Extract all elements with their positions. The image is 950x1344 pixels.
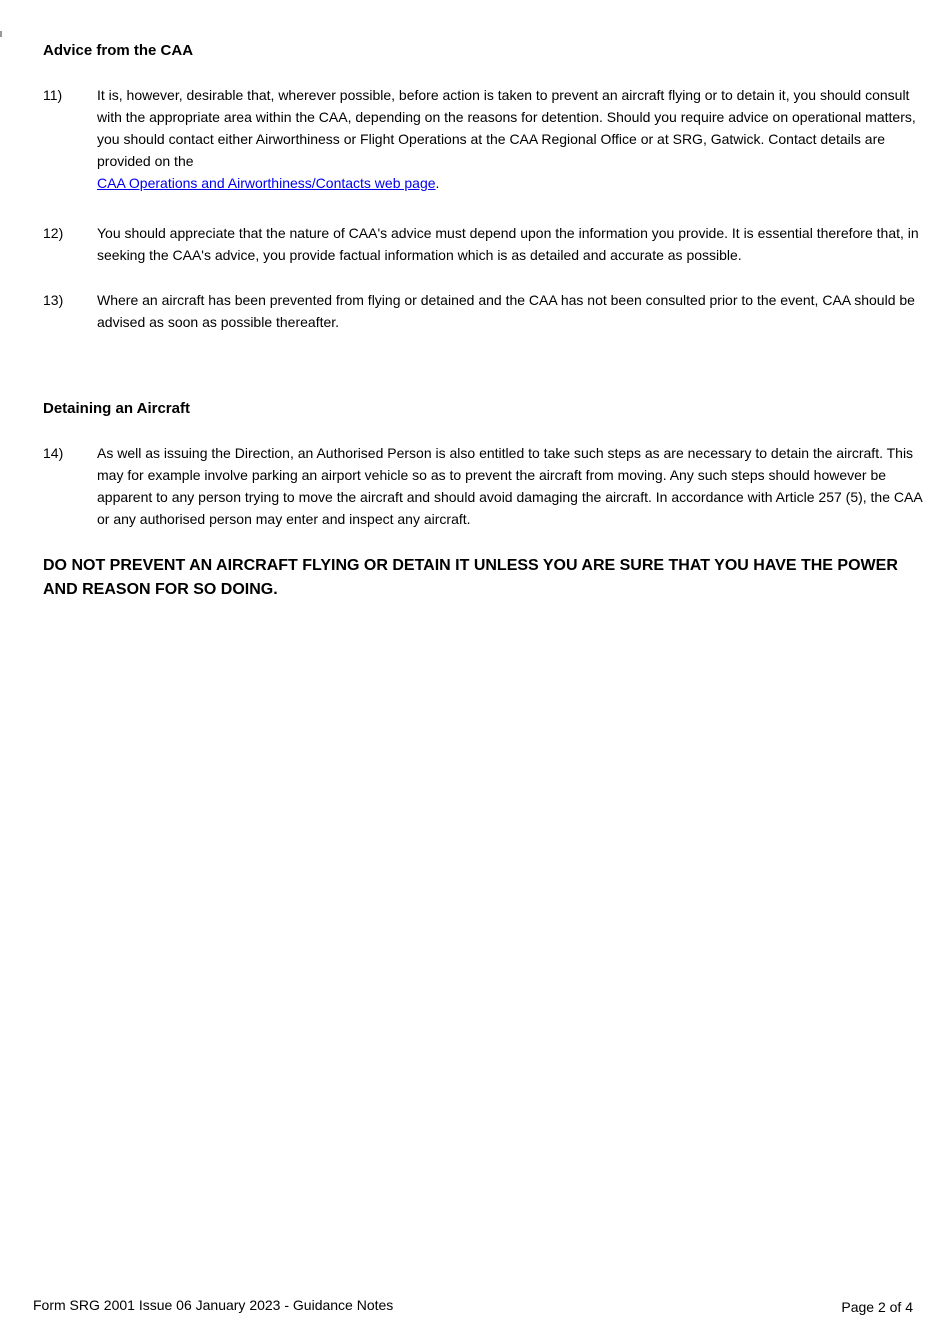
section-heading-advice: Advice from the CAA [43,42,194,59]
paragraph-text: Where an aircraft has been prevented from flying or detained and the CAA has not been consulted prior to the event, CAA should be advised as soon as possible thereafter. [97,292,915,330]
paragraph-text: As well as issuing the Direction, an Authorised Person is also entitled to take such steps as are necessary to detain the aircraft. This may for example involve parking an airport vehicle so as to prevent the aircraft from moving. Any such steps should however be apparent to any person trying to move the aircraft and should avoid damaging the aircraft. In accordance with Article 257 (5), the CAA or any authorised person may enter and inspect any aircraft. [97,445,922,527]
paragraph-text: It is, however, desirable that, wherever possible, before action is taken to prevent an aircraft flying or to detain it, you should consult with the appropriate area within the CAA, depending on the reasons for detention. Should you require advice on operational matters, you should contact either Airworthiness or Flight Operations at the CAA Regional Office or at SRG, Gatwick. Contact details are provided on the [97,87,916,169]
link-trailing-period: . [435,175,440,191]
footer-page-number: Page 2 of 4 [841,1299,913,1315]
paragraph-14 [43,442,923,530]
section-heading-detaining: Detaining an Aircraft [43,400,190,417]
edge-mark [0,31,2,37]
footer-form-reference: Form SRG 2001 Issue 06 January 2023 - Guidance Notes [33,1297,394,1313]
paragraph-number: 13) [43,292,64,308]
warning-notice: DO NOT PREVENT AN AIRCRAFT FLYING OR DETAIN IT UNLESS YOU ARE SURE THAT YOU HAVE THE POWER AND REASON FOR SO DOING. [43,557,898,598]
contacts-web-page-link[interactable]: CAA Operations and Airworthiness/Contacts web page [97,175,436,191]
paragraph-11 [43,84,923,194]
paragraph-number: 12) [43,225,64,241]
paragraph-number: 11) [43,87,63,103]
paragraph-number: 14) [43,445,64,461]
paragraph-text: You should appreciate that the nature of CAA's advice must depend upon the information you provide. It is essential therefore that, in seeking the CAA's advice, you provide factual information which is as detailed and accurate as possible. [97,225,919,263]
paragraph-12 [43,222,923,266]
paragraph-13 [43,289,923,333]
